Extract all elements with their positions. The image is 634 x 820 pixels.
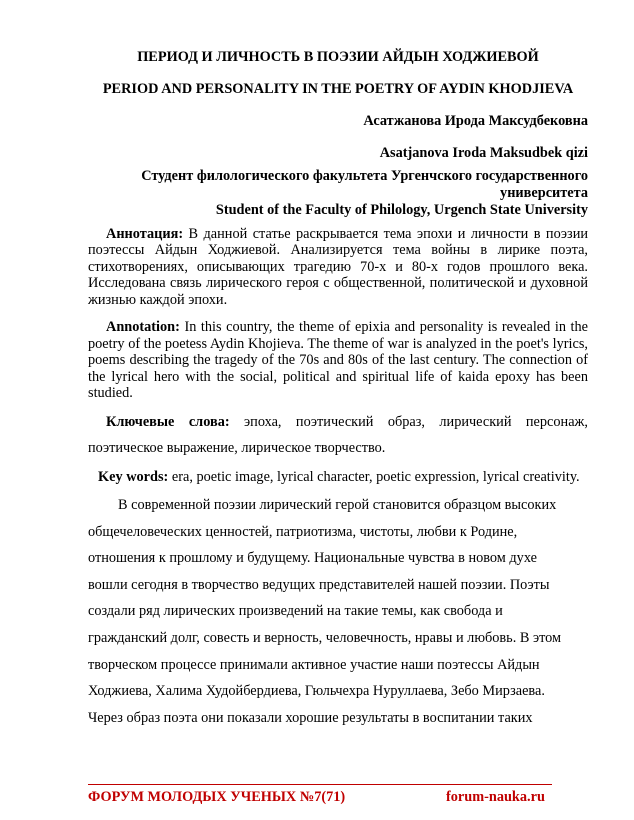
body-paragraph xyxy=(88,492,588,731)
abstract-russian xyxy=(88,226,588,308)
keywords-english xyxy=(88,468,588,486)
author-russian: Асатжанова Ирода Максудбековна xyxy=(363,113,588,129)
body-line: отношения к прошлому и будущему. Национальные чувства в новом духе xyxy=(88,550,537,567)
affiliation-russian: Студент филологического факультета Ургенчского государственного университета xyxy=(141,168,588,201)
abstract-english-label: Annotation: xyxy=(106,319,180,335)
body-line: В современной поэзии лирический герой становится образцом высоких xyxy=(118,497,557,513)
abstract-english-text: In this country, the theme of epixia and personality is revealed in the poetry of the poetess Aydin Khojieva. The theme of war is analyzed in the poet's lyrics, poems describing the tragedy of the 70s and 80s of the last century. The connection of the lyrical hero with the social, political and spiritual life of kaida epoxy has been studied. xyxy=(88,319,588,402)
keywords-english-label: Key words: xyxy=(98,469,169,485)
footer-website: forum-nauka.ru xyxy=(446,789,545,805)
keywords-english-text: era, poetic image, lyrical character, poetic expression, lyrical creativity. xyxy=(168,469,580,485)
keywords-russian-label: Ключевые слова: xyxy=(106,414,230,430)
abstract-russian-text: В данной статье раскрывается тема эпохи и личности в поэзии поэтессы Айдын Ходжиевой. Анализируется тема войны в лирике поэта, стихотворениях, описывающих трагедию 70-х и 80-х годов прошлого века. Исследована связь лирического героя с общественной, политической и духовной жизнью каждой эпохи. xyxy=(88,226,588,308)
body-line: гражданский долг, совесть и верность, человечность, нравы и любовь. В этом xyxy=(88,629,562,646)
body-line: общечеловеческих ценностей, патриотизма, чистоты, любви к Родине, xyxy=(88,523,518,540)
body-line: Ходжиева, Халима Худойбердиева, Гюльчехра Нуруллаева, Зебо Мирзаева. xyxy=(88,683,545,700)
body-line: создали ряд лирических произведений на такие темы, как свобода и xyxy=(88,603,503,620)
body-line: вошли сегодня в творчество ведущих представителей нашей поэзии. Поэты xyxy=(88,576,550,593)
footer-journal-name: ФОРУМ МОЛОДЫХ УЧЕНЫХ №7(71) xyxy=(88,789,346,805)
footer-divider xyxy=(88,784,552,785)
title-english: PERIOD AND PERSONALITY IN THE POETRY OF AYDIN KHODJIEVA xyxy=(102,81,574,97)
author-english: Asatjanova Iroda Maksudbek qizi xyxy=(379,145,588,161)
body-line: творческом процессе принимали активное участие наши поэтессы Айдын xyxy=(88,656,540,673)
abstract-english xyxy=(88,319,588,402)
body-line: Через образ поэта они показали хорошие результаты в воспитании таких xyxy=(88,709,533,726)
abstract-russian-label: Аннотация: xyxy=(106,226,184,242)
keywords-russian xyxy=(88,409,588,461)
keywords-russian-text: эпоха, поэтический образ, лирический персонаж, поэтическое выражение, лирическое творчество. xyxy=(88,414,588,456)
title-russian: ПЕРИОД И ЛИЧНОСТЬ В ПОЭЗИИ АЙДЫН ХОДЖИЕВОЙ xyxy=(137,49,539,65)
affiliation-english: Student of the Faculty of Philology, Urgench State University xyxy=(215,202,588,218)
